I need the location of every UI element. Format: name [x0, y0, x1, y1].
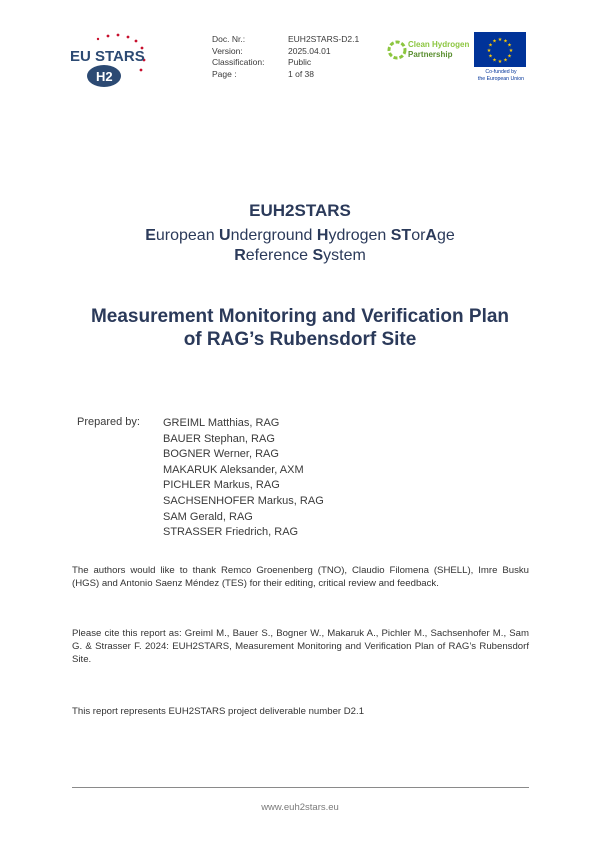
metadata-row [212, 57, 359, 69]
metadata-row [212, 46, 359, 58]
report-title [0, 305, 600, 351]
metadata-value: Public [288, 57, 312, 67]
eu-star-icon: ★ [507, 42, 512, 49]
metadata-value: 2025.04.01 [288, 45, 331, 56]
eu-funding-caption [468, 69, 534, 82]
author-entry: MAKARUK Aleksander, AXM [163, 463, 304, 476]
acknowledgement-paragraph: The authors would like to thank Remco Groenenberg (TNO), Claudio Filomena (SHELL), Imre Busku (HGS) and Antonio Saenz Méndez (TES) for their editing, critical review and feedback. [72, 565, 529, 589]
author-entry: SACHSENHOFER Markus, RAG [163, 494, 324, 507]
metadata-label: Doc. Nr.: [212, 34, 246, 44]
footer-website-link[interactable]: www.euh2stars.eu [261, 802, 339, 813]
eu-caption-line1: Co-funded by [485, 69, 517, 75]
eu-star-icon: ★ [503, 57, 508, 64]
project-acronym: EUH2STARS [249, 201, 351, 220]
project-full-name [0, 226, 600, 266]
title-segment: eference [245, 247, 313, 264]
report-title-line1: Measurement Monitoring and Verification Plan [90, 306, 510, 327]
eu-star-icon: ★ [488, 53, 493, 60]
eu-star-icon: ★ [507, 53, 512, 60]
title-segment: nderground [230, 227, 317, 244]
footer-divider [72, 787, 529, 788]
title-segment: ST [390, 227, 412, 244]
title-segment: or [411, 227, 426, 244]
author-entry: STRASSER Friedrich, RAG [163, 526, 299, 539]
partner-logo-line1: Clean Hydrogen [408, 40, 470, 49]
title-segment: uropean [155, 227, 220, 244]
title-segment: ge [436, 227, 455, 244]
report-title-line2: of RAG’s Rubensdorf Site [183, 329, 417, 350]
metadata-label: Page : [212, 68, 237, 79]
title-segment: R [234, 247, 246, 264]
title-segment: S [312, 247, 324, 264]
author-entry: BAUER Stephan, RAG [163, 432, 275, 445]
eu-caption-line2: the European Union [477, 75, 525, 82]
metadata-value: EUH2STARS-D2.1 [288, 34, 360, 44]
author-list [163, 416, 324, 541]
author-entry: SAM Gerald, RAG [163, 510, 253, 523]
logo-sub-text: H2 [96, 69, 113, 84]
author-entry: BOGNER Werner, RAG [163, 448, 279, 461]
eu-star-icon: ★ [486, 48, 492, 54]
eu-stars-logo [68, 30, 156, 90]
author-entry: GREIML Matthias, RAG [163, 417, 280, 429]
metadata-row [212, 69, 359, 81]
project-name-line2 [0, 246, 600, 266]
metadata-value: 1 of 38 [288, 68, 314, 79]
metadata-label: Version: [212, 45, 243, 56]
prepared-by-label: Prepared by: [77, 416, 140, 428]
title-segment: E [145, 227, 156, 244]
title-segment: ystem [323, 247, 366, 264]
eu-star-icon: ★ [497, 59, 503, 65]
author-entry: PICHLER Markus, RAG [163, 479, 280, 492]
document-metadata [212, 34, 359, 80]
eu-star-icon: ★ [488, 42, 493, 49]
eu-star-icon: ★ [503, 38, 508, 45]
clean-hydrogen-partnership-logo [386, 33, 470, 73]
eu-star-icon: ★ [508, 48, 514, 54]
partner-logo-line2: Partnership [408, 50, 453, 59]
title-segment: H [316, 227, 329, 244]
title-segment: A [425, 227, 437, 244]
metadata-row [212, 34, 359, 46]
eu-star-icon: ★ [492, 57, 497, 64]
title-segment: ydrogen [328, 227, 391, 244]
eu-star-icon: ★ [497, 37, 503, 43]
project-name-line1 [0, 226, 600, 246]
citation-paragraph: Please cite this report as: Greiml M., Bauer S., Bogner W., Makaruk A., Pichler M., Sachsenhofer M., Sam G. & Strasser F. 2024: EUH2STARS, Measurement Monitoring and Verification Plan of RAG’s Rubensdorf Site. [72, 628, 529, 665]
eu-star-icon: ★ [492, 38, 497, 45]
eu-flag [474, 32, 526, 67]
title-segment: U [219, 227, 231, 244]
logo-text: EU STARS [70, 48, 145, 65]
metadata-label: Classification: [212, 57, 265, 67]
deliverable-paragraph: This report represents EUH2STARS project deliverable number D2.1 [72, 706, 365, 717]
